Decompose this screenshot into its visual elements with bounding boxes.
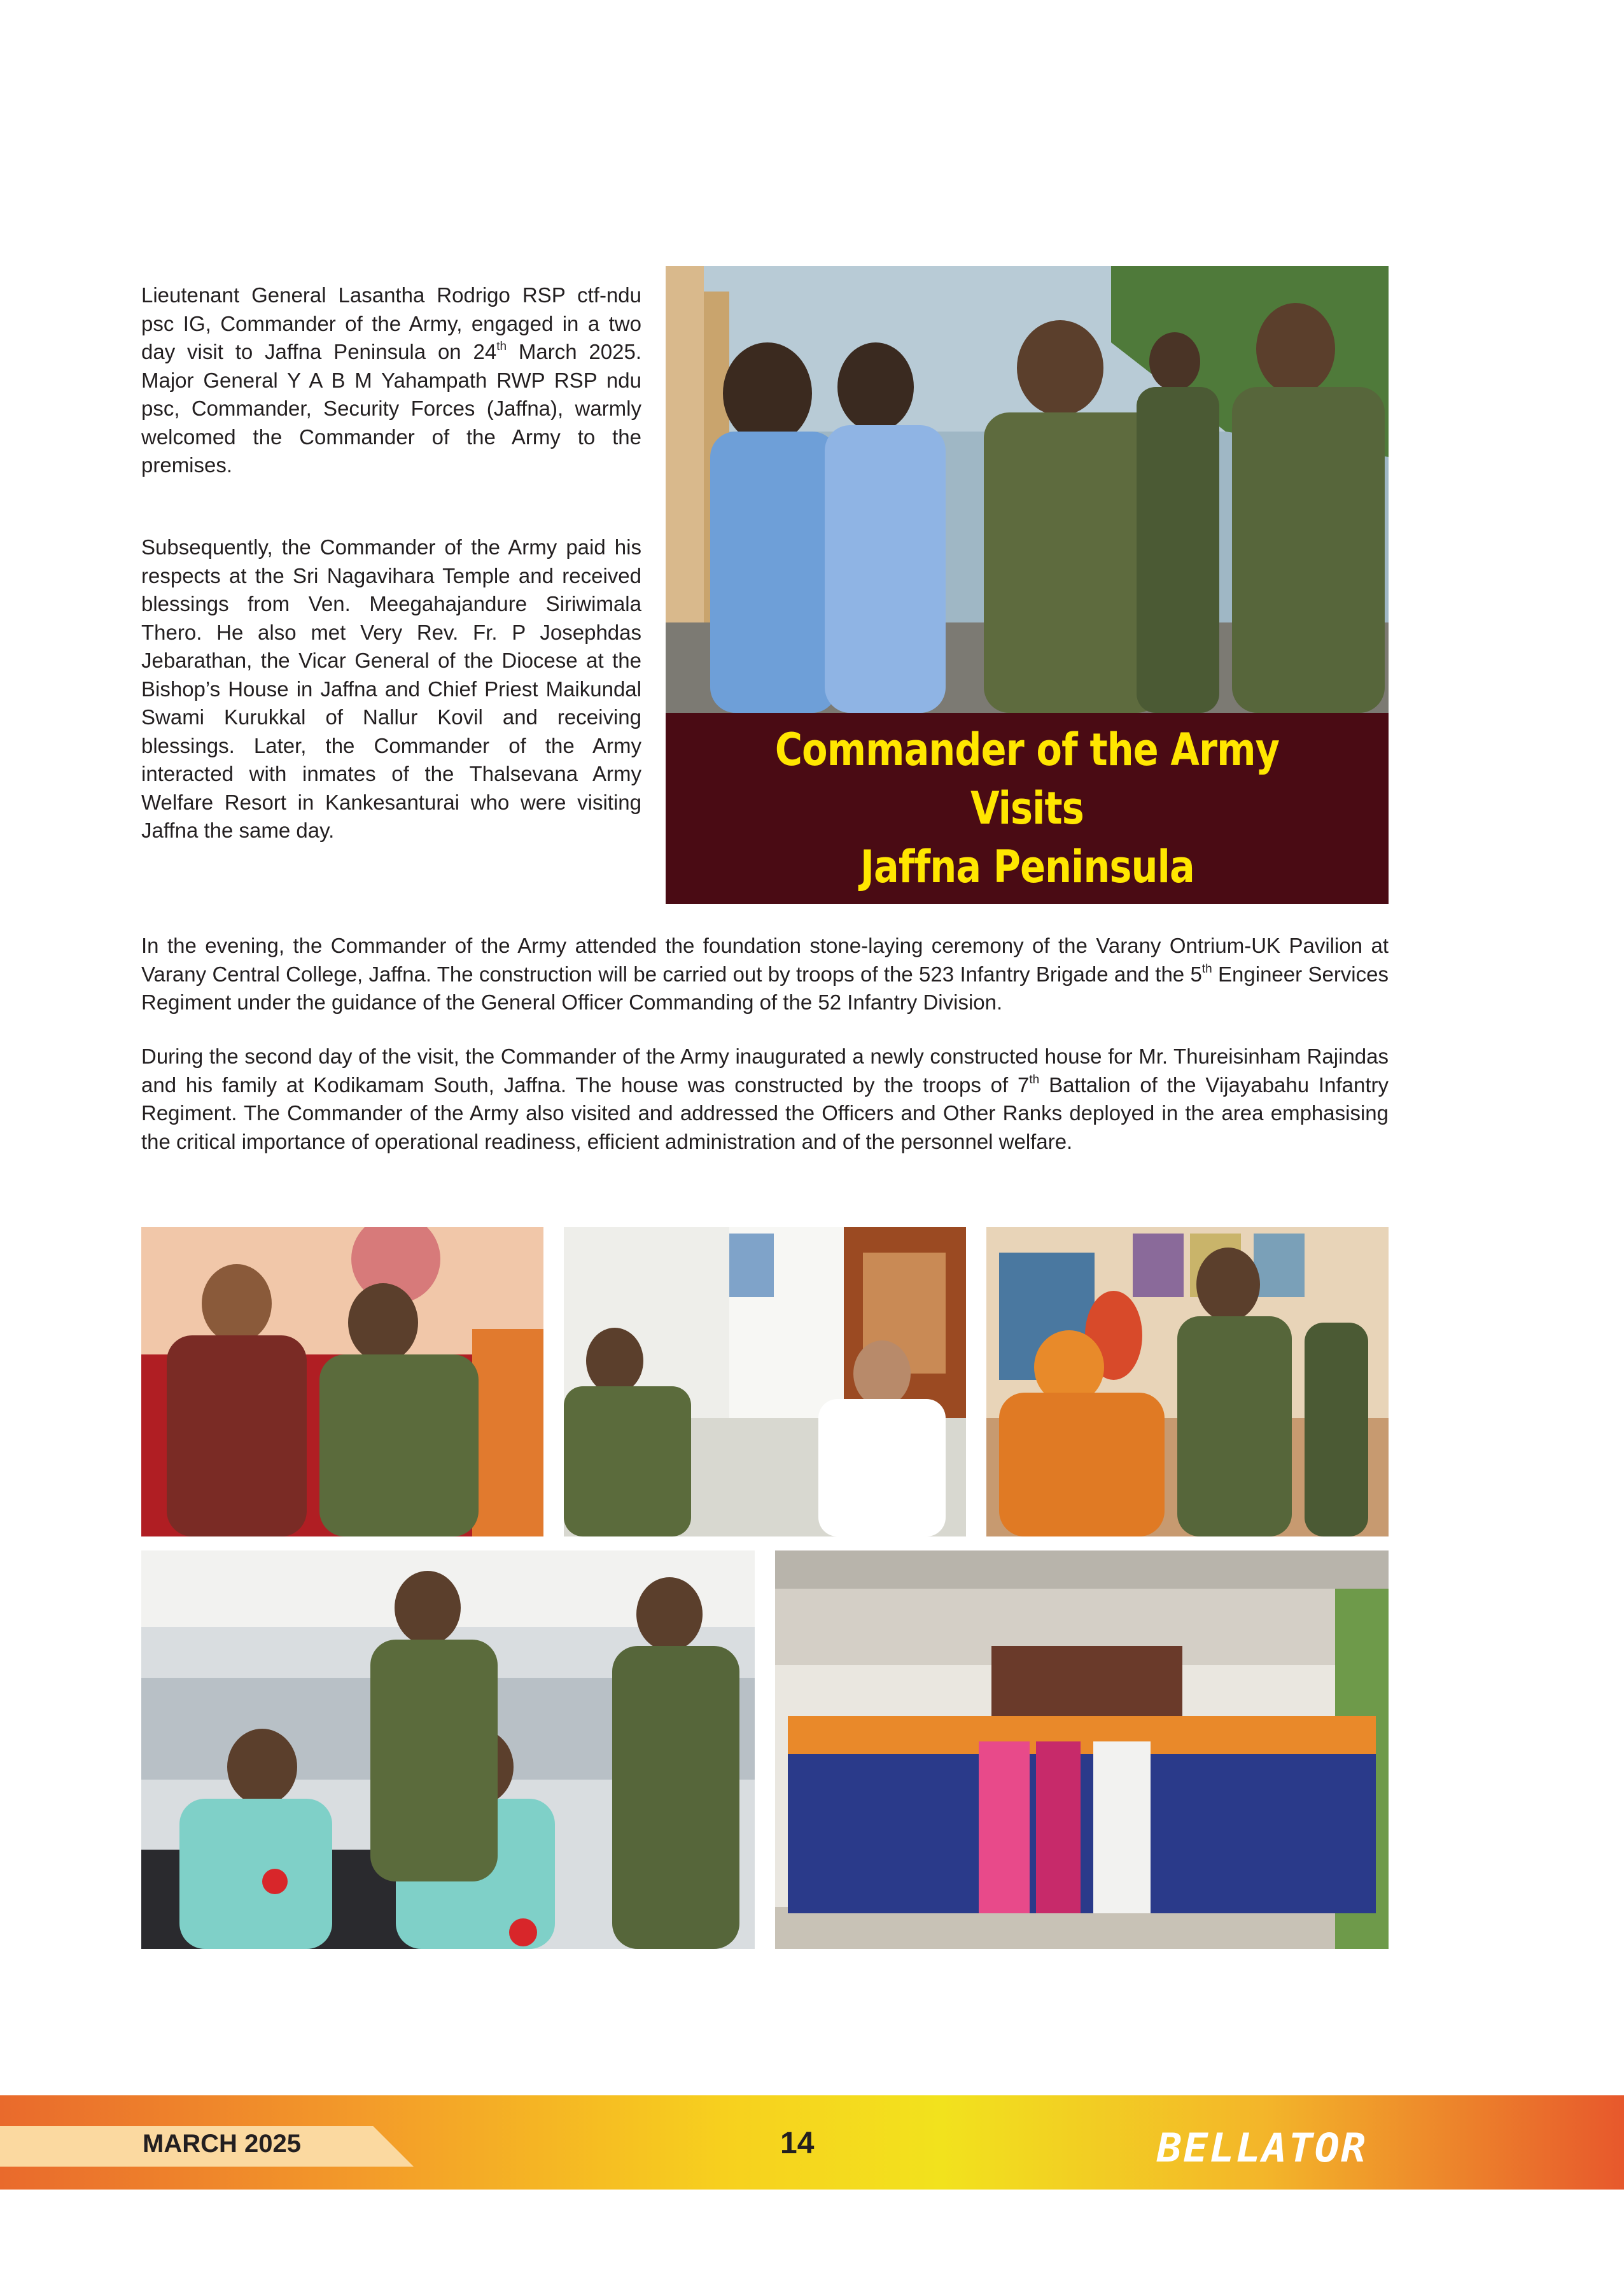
evening-ceremony-paragraph: In the evening, the Commander of the Army attended the foundation stone-laying ceremony of the Varany Ontrium-UK Pavilion at Varany Central College, Jaffna. The construction will be carried out by troops of the 523 Infantry Brigade and the 5th Engineer Services Regiment under the guidance of the General Officer Commanding of the 52 Infantry Division.	[141, 934, 1389, 1014]
hero-photo	[666, 266, 1389, 713]
footer-month: MARCH 2025	[143, 2130, 301, 2158]
photo-bishops-house	[564, 1227, 966, 1536]
article-title-line-1: Commander of the Army Visits	[774, 724, 1280, 834]
page-number: 14	[780, 2127, 815, 2160]
article-title-line-2: Jaffna Peninsula	[860, 841, 1194, 893]
photo-temple-blessing	[141, 1227, 543, 1536]
photo-new-house-handover	[775, 1550, 1389, 1949]
article-title-box	[666, 713, 1389, 904]
photo-kovil-visit	[986, 1227, 1389, 1536]
photo-welfare-resort	[141, 1550, 755, 1949]
brand-logo: BELLATOR	[1157, 2125, 1368, 2171]
intro-paragraph: Lieutenant General Lasantha Rodrigo RSP ctf-ndu psc IG, Commander of the Army, engaged in a two day visit to Jaffna Peninsula on 24th March 2025. Major General Y A B M Yahampath RWP RSP ndu psc, Commander, Security Forces (Jaffna), warmly welcomed the Commander of the Army to the premises.	[141, 283, 641, 477]
temple-visit-paragraph: Subsequently, the Commander of the Army paid his respects at the Sri Nagavihara Temple and received blessings from Ven. Meegahajandure Siriwimala Thero. He also met Very Rev. Fr. P Josephdas Jebarathan, the Vicar General of the Diocese at the Bishop’s House in Jaffna and Chief Priest Maikundal Swami Kurukkal of Nallur Kovil and receiving blessings. Later, the Commander of the Army interacted with inmates of the Thalsevana Army Welfare Resort in Kankesanturai who were visiting Jaffna the same day.	[141, 535, 641, 842]
second-day-paragraph: During the second day of the visit, the Commander of the Army inaugurated a newly constructed house for Mr. Thureisinham Rajindas and his family at Kodikamam South, Jaffna. The house was constructed by the troops of 7th Battalion of the Vijayabahu Infantry Regiment. The Commander of the Army also visited and addressed the Officers and Other Ranks deployed in the area emphasising the critical importance of operational readiness, efficient administration and of the personnel welfare.	[141, 1044, 1389, 1153]
